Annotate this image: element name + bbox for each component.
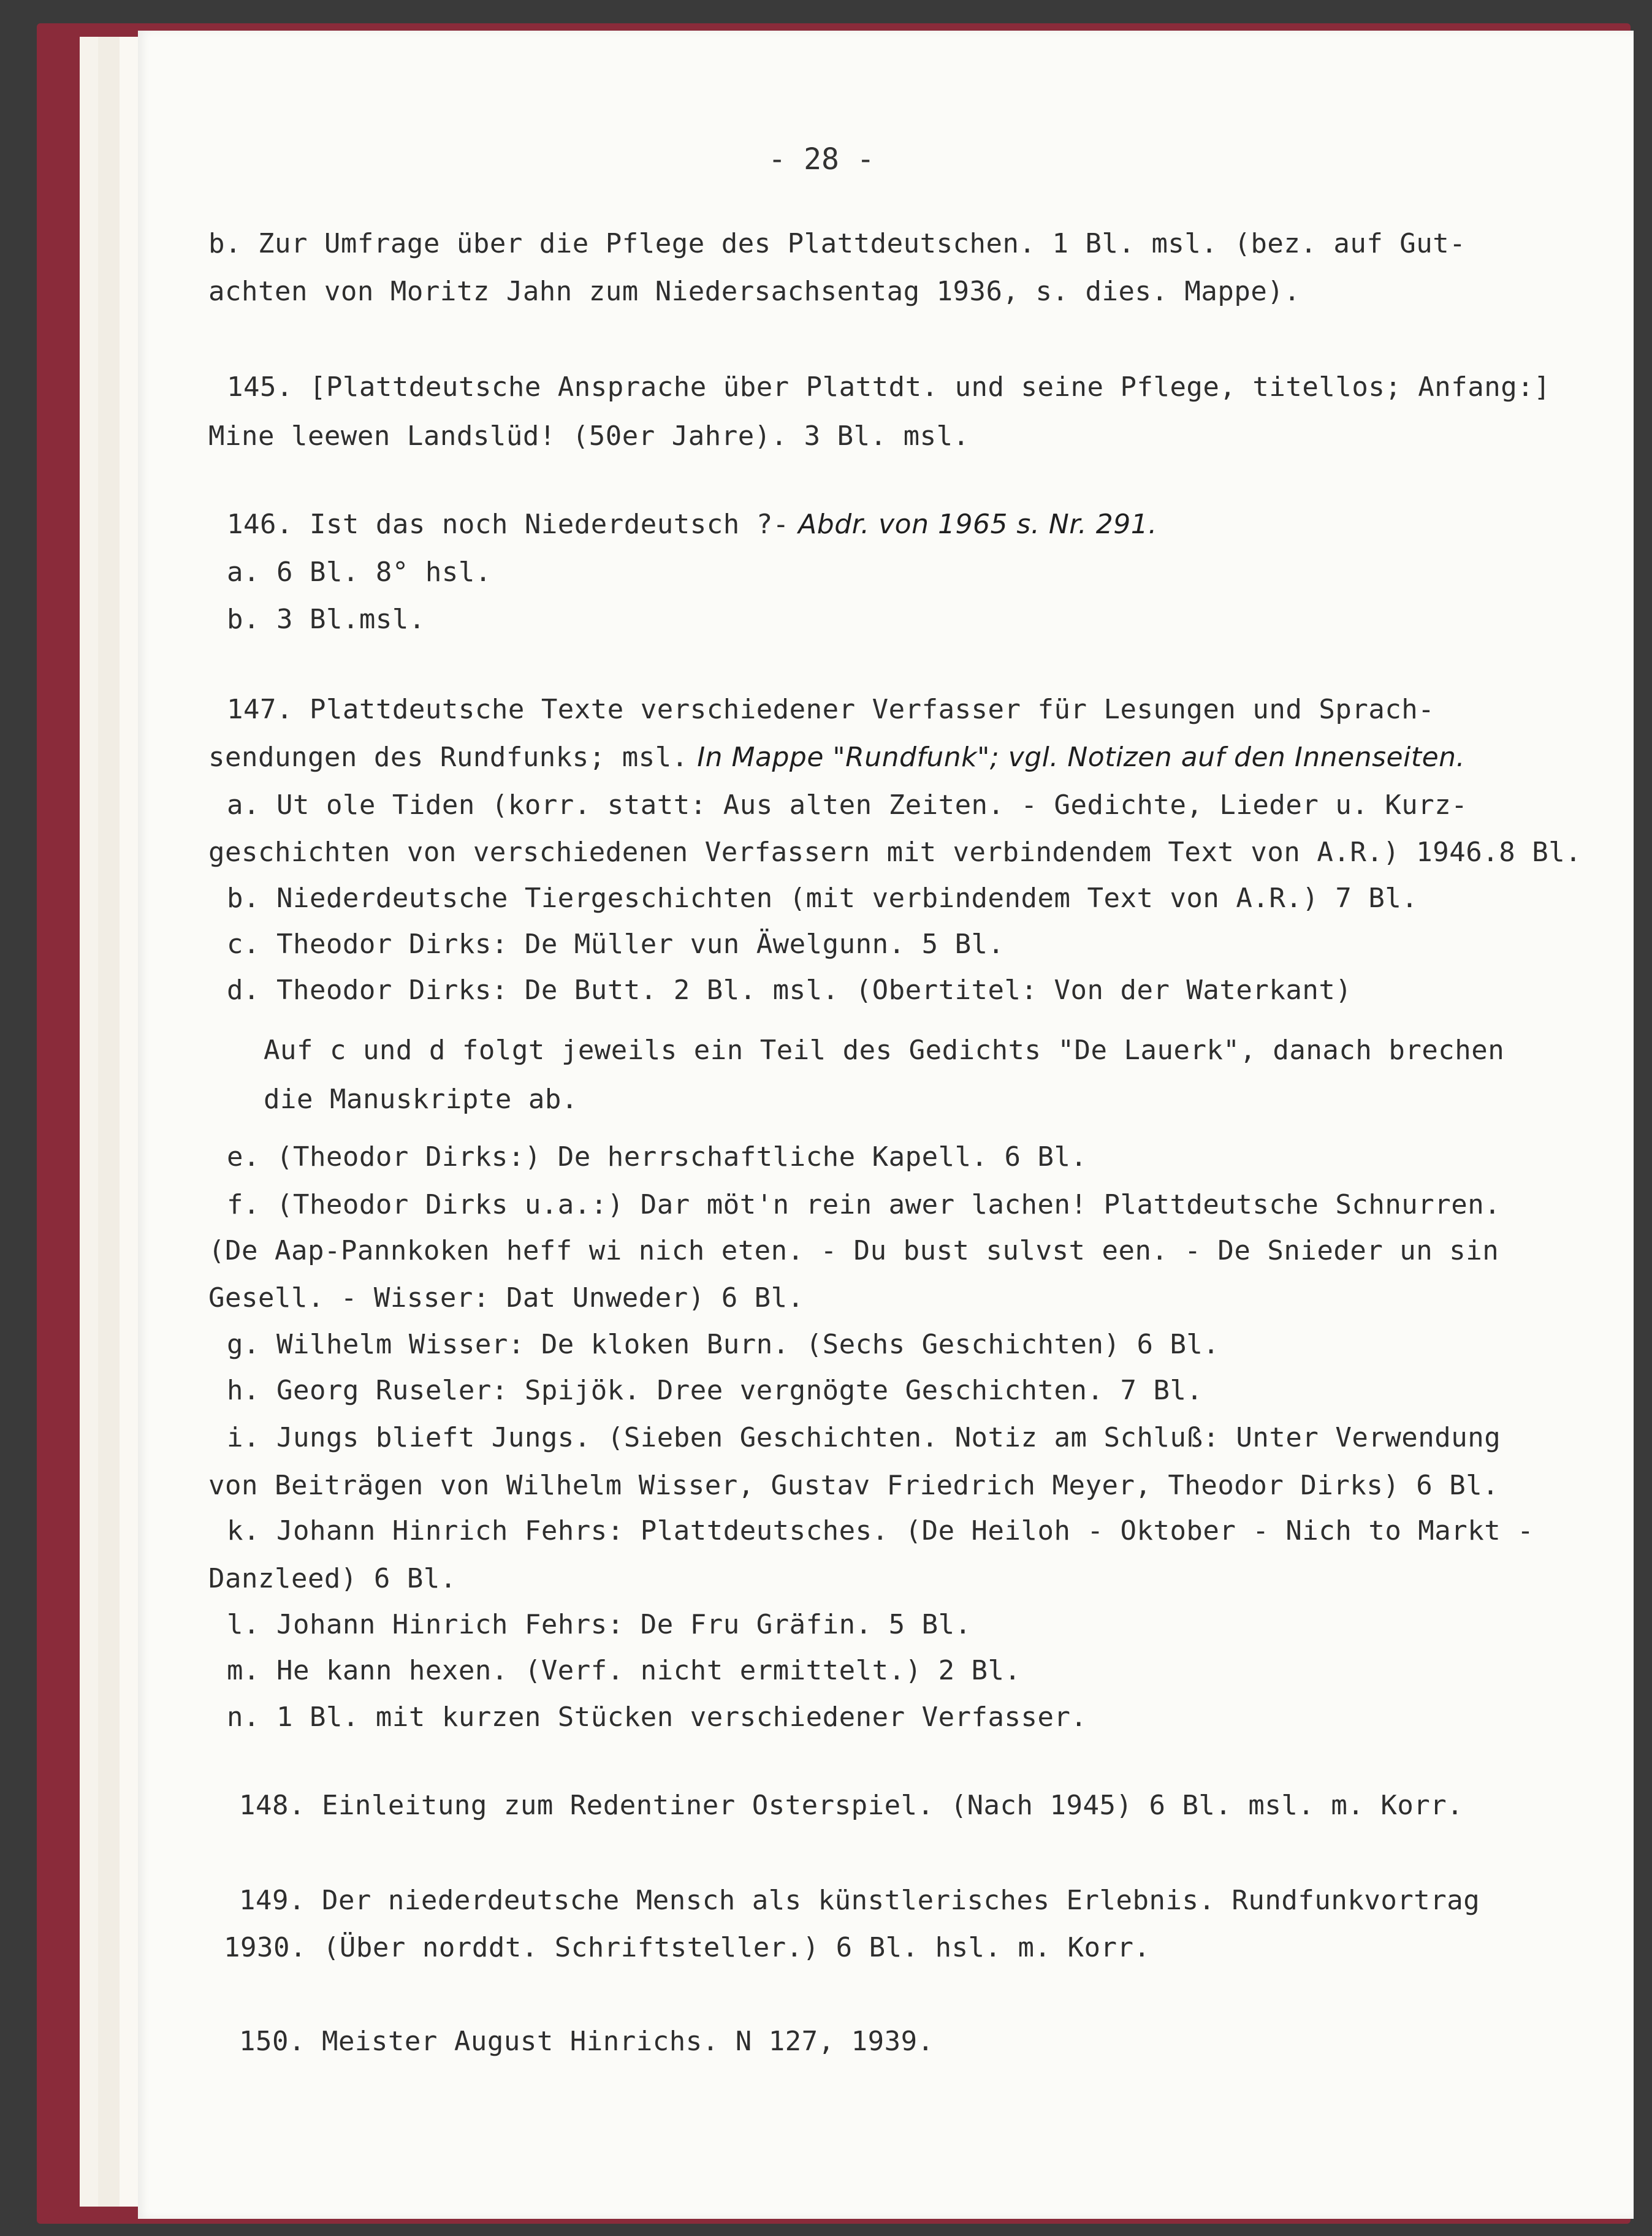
typed-text: b. Zur Umfrage über die Pflege des Plattdeutschen. 1 Bl. msl. (bez. auf Gut- [208, 228, 1466, 259]
typed-text: die Manuskripte ab. [264, 1084, 578, 1115]
typed-text: 145. [Plattdeutsche Ansprache über Plattdt. und seine Pflege, titellos; Anfang:] [227, 371, 1551, 403]
typed-text: b. 3 Bl.msl. [227, 604, 425, 635]
typed-text: Danzleed) 6 Bl. [208, 1563, 457, 1594]
typed-text: 1930. (Über norddt. Schriftsteller.) 6 Bl. hsl. m. Korr. [224, 1932, 1151, 1963]
text-line [227, 371, 1550, 403]
text-line [208, 1235, 1499, 1266]
typed-text: g. Wilhelm Wisser: De kloken Burn. (Sechs Geschichten) 6 Bl. [227, 1329, 1220, 1360]
typed-text: Gesell. - Wisser: Dat Unweder) 6 Bl. [208, 1282, 804, 1314]
typed-text: c. Theodor Dirks: De Müller vun Äwelgunn. 5 Bl. [227, 929, 1005, 960]
text-line [208, 1470, 1499, 1501]
text-line [208, 742, 1465, 773]
typed-text: f. (Theodor Dirks u.a.:) Dar möt'n rein awer lachen! Plattdeutsche Schnurren. [227, 1189, 1501, 1220]
handwritten-note: In Mappe "Rundfunk"; vgl. Notizen auf den Innenseiten. [688, 742, 1466, 773]
text-line [208, 1563, 457, 1594]
text-line [264, 1035, 1504, 1066]
text-line [227, 789, 1467, 821]
typed-text: l. Johann Hinrich Fehrs: De Fru Gräfin. 5 Bl. [227, 1609, 972, 1640]
text-line [227, 1189, 1501, 1220]
text-line [239, 2026, 934, 2057]
text-line [227, 509, 1157, 540]
handwritten-note: Abdr. von 1965 s. Nr. 291. [789, 509, 1157, 540]
typed-text: b. Niederdeutsche Tiergeschichten (mit verbindendem Text von A.R.) 7 Bl. [227, 883, 1418, 914]
text-line [224, 1932, 1150, 1963]
text-line [227, 1655, 1021, 1686]
typed-text: Auf c und d folgt jeweils ein Teil des Gedichts "De Lauerk", danach brechen [264, 1035, 1505, 1066]
typed-text: 150. Meister August Hinrichs. N 127, 1939. [239, 2026, 934, 2057]
typed-text: von Beiträgen von Wilhelm Wisser, Gustav Friedrich Meyer, Theodor Dirks) 6 Bl. [208, 1470, 1499, 1501]
text-line [208, 276, 1300, 307]
text-line [227, 1702, 1087, 1733]
text-line [227, 1422, 1501, 1453]
text-line [227, 1609, 972, 1640]
text-line [208, 1282, 804, 1314]
typed-text: i. Jungs blieft Jungs. (Sieben Geschichten. Notiz am Schluß: Unter Verwendung [227, 1422, 1501, 1453]
typed-text: 147. Plattdeutsche Texte verschiedener Verfasser für Lesungen und Sprach- [227, 694, 1435, 725]
typed-text: geschichten von verschiedenen Verfassern mit verbindendem Text von A.R.) 1946.8 Bl. [208, 837, 1582, 868]
typed-text: Mine leewen Landslüd! (50er Jahre). 3 Bl. msl. [208, 420, 970, 452]
text-line [227, 1375, 1203, 1406]
text-line [227, 557, 492, 588]
typed-text: a. Ut ole Tiden (korr. statt: Aus alten Zeiten. - Gedichte, Lieder u. Kurz- [227, 789, 1468, 821]
typed-text: 146. Ist das noch Niederdeutsch ?- [227, 509, 790, 540]
typed-text: sendungen des Rundfunks; msl. [208, 742, 688, 773]
typed-text: n. 1 Bl. mit kurzen Stücken verschiedener Verfasser. [227, 1702, 1087, 1733]
text-line [208, 837, 1582, 868]
typed-text: a. 6 Bl. 8° hsl. [227, 557, 492, 588]
text-line [227, 975, 1352, 1006]
text-line [227, 1141, 1087, 1173]
text-line [227, 929, 1005, 960]
typed-text: d. Theodor Dirks: De Butt. 2 Bl. msl. (Obertitel: Von der Waterkant) [227, 975, 1352, 1006]
typed-text: 148. Einleitung zum Redentiner Osterspiel. (Nach 1945) 6 Bl. msl. m. Korr. [239, 1790, 1464, 1821]
text-line [239, 1885, 1480, 1916]
text-line [208, 420, 970, 452]
text-line [208, 228, 1466, 259]
typed-text: 149. Der niederdeutsche Mensch als künstlerisches Erlebnis. Rundfunkvortrag [239, 1885, 1480, 1916]
page-number: - 28 - [768, 142, 875, 177]
text-line [264, 1084, 578, 1115]
text-line [227, 694, 1434, 725]
text-line [227, 1515, 1534, 1546]
text-line [227, 883, 1418, 914]
typed-text: m. He kann hexen. (Verf. nicht ermittelt.) 2 Bl. [227, 1655, 1021, 1686]
typed-text: k. Johann Hinrich Fehrs: Plattdeutsches. (De Heiloh - Oktober - Nich to Markt - [227, 1515, 1534, 1546]
typed-text: e. (Theodor Dirks:) De herrschaftliche Kapell. 6 Bl. [227, 1141, 1087, 1173]
typed-text: (De Aap-Pannkoken heff wi nich eten. - Du bust sulvst een. - De Snieder un sin [208, 1235, 1499, 1266]
text-line [227, 1329, 1219, 1360]
text-line [239, 1790, 1463, 1821]
text-line [227, 604, 425, 635]
typed-text: h. Georg Ruseler: Spijök. Dree vergnögte Geschichten. 7 Bl. [227, 1375, 1203, 1406]
typed-text: achten von Moritz Jahn zum Niedersachsentag 1936, s. dies. Mappe). [208, 276, 1301, 307]
